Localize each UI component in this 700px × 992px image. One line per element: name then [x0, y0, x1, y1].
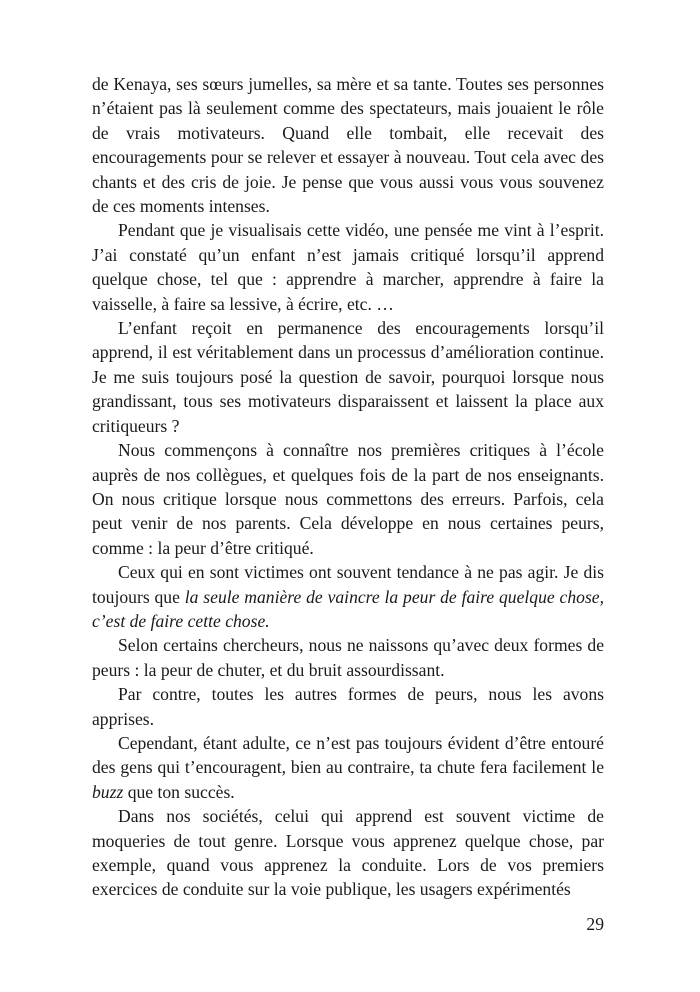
page-number: 29 — [586, 914, 604, 934]
paragraph — [92, 731, 604, 804]
paragraph — [92, 218, 604, 316]
paragraph — [92, 560, 604, 633]
paragraph — [92, 804, 604, 902]
page-body — [92, 72, 604, 902]
paragraph-text: Nous commençons à connaître nos premières critiques à l’école auprès de nos collègues, et quelques fois de la part de nos enseignants. On nous critique lorsque nous commettons des erreurs. Parfois, cela peut venir de nos parents. Cela développe en nous certaines peurs, comme : la peur d’être critiqué. — [92, 440, 604, 558]
paragraph-text: L’enfant reçoit en permanence des encouragements lorsqu’il apprend, il est véritablement dans un processus d’amélioration continue. Je me suis toujours posé la question de savoir, pourquoi lorsque nous grandissant, tous ses motivateurs disparaissent et laissent la place aux critiqueurs ? — [92, 318, 604, 436]
paragraph-text: que ton succès. — [123, 781, 235, 802]
paragraph-text: Selon certains chercheurs, nous ne naissons qu’avec deux formes de peurs : la peur de chuter, et du bruit assourdissant. — [92, 635, 604, 680]
paragraph-text: Cependant, étant adulte, ce n’est pas toujours évident d’être entouré des gens qui t’encouragent, bien au contraire, ta chute fera facilement le — [92, 732, 604, 778]
paragraph — [92, 438, 604, 560]
paragraph-text: Par contre, toutes les autres formes de peurs, nous les avons apprises. — [92, 684, 604, 729]
paragraph — [92, 316, 604, 438]
paragraph — [92, 633, 604, 682]
paragraph — [92, 72, 604, 218]
italic-word: buzz — [92, 781, 124, 802]
italic-quote: la seule manière de vaincre la peur de faire quelque chose, c’est de faire cette chose. — [92, 586, 604, 631]
paragraph-text: Pendant que je visualisais cette vidéo, une pensée me vint à l’esprit. J’ai constaté qu’un enfant n’est jamais critiqué lorsqu’il apprend quelque chose, tel que : apprendre à marcher, apprendre à faire la vaisselle, à faire sa lessive, à écrire, etc. … — [92, 220, 604, 314]
paragraph-text: Ceux qui en sont victimes ont souvent tendance à ne pas agir. Je dis toujours que — [92, 562, 604, 607]
paragraph-text: Dans nos sociétés, celui qui apprend est souvent victime de moqueries de tout genre. Lorsque vous apprenez quelque chose, par exemple, quand vous apprenez la conduite. Lors de vos premiers exercices de conduite sur la voie publique, les usagers expérimentés — [92, 806, 604, 900]
paragraph — [92, 682, 604, 731]
paragraph-text: de Kenaya, ses sœurs jumelles, sa mère et sa tante. Toutes ses personnes n’étaient pas là seulement comme des spectateurs, mais jouaient le rôle de vrais motivateurs. Quand elle tombait, elle recevait des encouragements pour se relever et essayer à nouveau. Tout cela avec des chants et des cris de joie. Je pense que vous aussi vous vous souvenez de ces moments intenses. — [92, 74, 604, 217]
